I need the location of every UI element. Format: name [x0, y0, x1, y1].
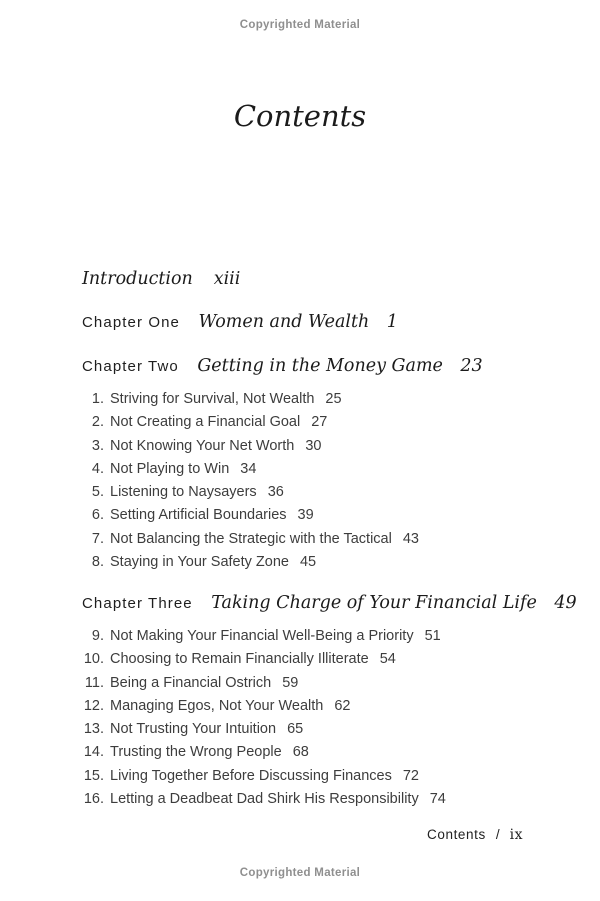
toc-item-number: 2. — [91, 414, 104, 431]
toc-item-title: Setting Artificial Boundaries — [110, 507, 287, 524]
toc-item — [80, 721, 560, 744]
toc-item-number: 1. — [91, 391, 104, 407]
toc-item-title: Not Creating a Financial Goal — [110, 414, 301, 431]
toc-item-title: Staying in Your Safety Zone — [110, 554, 289, 571]
toc-item-page-number: 25 — [325, 391, 342, 407]
toc-item-number: 8. — [91, 554, 104, 571]
page-title: Contents — [233, 99, 367, 133]
toc-item-page-number: 59 — [282, 674, 299, 691]
toc-item-number: 16. — [83, 791, 104, 808]
toc-item — [80, 628, 560, 651]
toc-item-title: Not Knowing Your Net Worth — [110, 437, 295, 454]
toc-item — [80, 391, 560, 414]
toc-item-title: Trusting the Wrong People — [110, 744, 282, 761]
toc-item — [80, 531, 560, 554]
toc-item-number: 3. — [91, 437, 104, 454]
chapter-two-heading — [82, 356, 483, 376]
toc-item-page-number: 72 — [402, 767, 419, 784]
toc-item-page-number: 39 — [297, 507, 314, 524]
toc-item-page-number: 65 — [287, 721, 304, 738]
toc-item-number: 9. — [91, 628, 104, 644]
introduction-label: Introduction — [82, 269, 193, 289]
toc-item-title: Striving for Survival, Not Wealth — [110, 391, 315, 407]
toc-item-title: Not Playing to Win — [110, 460, 230, 477]
toc-item — [80, 438, 560, 461]
toc-item — [80, 651, 560, 674]
copyright-notice-top: Copyrighted Material — [239, 19, 361, 31]
toc-item-number: 11. — [84, 674, 104, 691]
toc-item — [80, 768, 560, 791]
chapter-one-label: Chapter One — [82, 314, 180, 331]
running-footer-page-number: ix — [509, 827, 523, 843]
toc-item-page-number: 51 — [424, 628, 441, 644]
chapter-three-label: Chapter Three — [82, 595, 193, 612]
toc-item-title: Living Together Before Discussing Finances — [110, 767, 392, 784]
chapter-one-title: Women and Wealth — [198, 312, 370, 332]
toc-item-title: Not Making Your Financial Well-Being a Priority — [110, 628, 414, 644]
toc-item-title: Listening to Naysayers — [110, 484, 257, 501]
chapter-two-page-number: 23 — [460, 356, 483, 376]
toc-item-page-number: 36 — [267, 484, 284, 501]
chapter-three-page-number: 49 — [554, 593, 577, 613]
toc-item-number: 13. — [83, 721, 104, 738]
toc-item — [80, 484, 560, 507]
running-footer — [427, 827, 523, 843]
toc-item-page-number: 30 — [305, 437, 322, 454]
toc-item-title: Being a Financial Ostrich — [110, 674, 272, 691]
toc-item-page-number: 43 — [402, 530, 419, 547]
toc-item — [80, 507, 560, 530]
toc-item-number: 6. — [91, 507, 104, 524]
chapter-one-page-number: 1 — [386, 312, 398, 332]
toc-item — [80, 744, 560, 767]
toc-item-number: 7. — [91, 530, 104, 547]
toc-item-title: Choosing to Remain Financially Illiterate — [110, 651, 369, 668]
chapter-two-title: Getting in the Money Game — [197, 356, 443, 376]
toc-item-title: Managing Egos, Not Your Wealth — [110, 697, 324, 714]
toc-item-page-number: 74 — [429, 791, 446, 808]
toc-item-number: 14. — [83, 744, 104, 761]
toc-item — [80, 461, 560, 484]
toc-item-number: 5. — [91, 484, 104, 501]
toc-item-page-number: 27 — [311, 414, 328, 431]
toc-item-number: 10. — [83, 651, 104, 668]
toc-item-number: 4. — [91, 460, 104, 477]
introduction-page-number: xiii — [213, 269, 241, 289]
toc-item-title: Not Balancing the Strategic with the Tactical — [110, 530, 392, 547]
toc-item-title: Letting a Deadbeat Dad Shirk His Responsibility — [110, 791, 419, 808]
toc-item — [80, 791, 560, 814]
toc-item-page-number: 45 — [299, 554, 317, 571]
toc-item-title: Not Trusting Your Intuition — [110, 721, 277, 738]
chapter-two-item-list — [80, 391, 560, 577]
chapter-two-label: Chapter Two — [82, 358, 179, 375]
toc-item-page-number: 62 — [334, 697, 351, 714]
toc-item-page-number: 34 — [240, 460, 257, 477]
running-footer-separator: / — [495, 827, 500, 842]
toc-item-number: 15. — [83, 767, 104, 784]
toc-item — [80, 698, 560, 721]
chapter-three-item-list — [80, 628, 560, 814]
toc-item — [80, 554, 560, 577]
toc-introduction-line — [82, 268, 240, 289]
toc-item — [80, 675, 560, 698]
chapter-three-title: Taking Charge of Your Financial Life — [211, 593, 537, 613]
toc-item — [80, 414, 560, 437]
toc-item-number: 12. — [83, 697, 104, 714]
chapter-one-heading — [82, 312, 398, 332]
running-footer-label: Contents — [427, 827, 486, 842]
chapter-three-heading — [82, 593, 577, 613]
copyright-notice-bottom: Copyrighted Material — [239, 867, 361, 879]
toc-item-page-number: 54 — [379, 651, 396, 668]
toc-item-page-number: 68 — [292, 744, 309, 761]
